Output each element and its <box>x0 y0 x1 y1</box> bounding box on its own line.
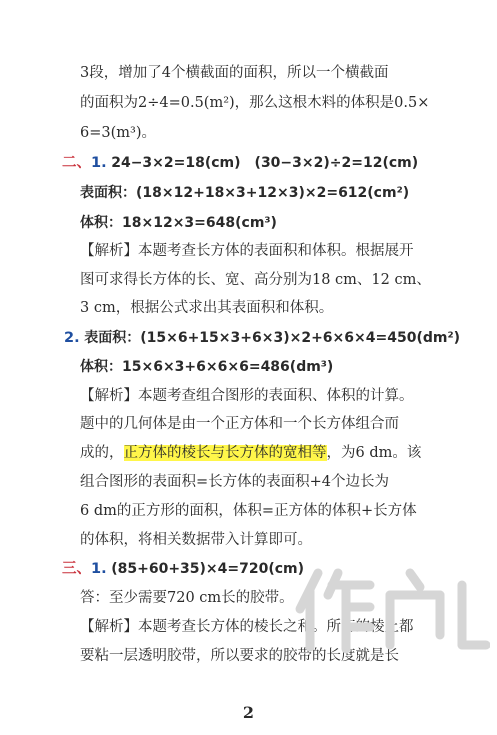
highlighted-text: 正方体的棱长与长方体的宽相等 <box>123 445 327 461</box>
text-line: 的面积为2÷4=0.5(m²)，那么这根木料的体积是0.5× <box>80 95 430 111</box>
explanation-line: 题中的几何体是由一个正方体和一个长方体组合而 <box>80 416 399 432</box>
text-span: ，为6 dm。该 <box>326 445 422 461</box>
question-number: 2. <box>64 330 80 346</box>
question-number: 1. <box>91 155 107 171</box>
explanation-line <box>80 443 421 463</box>
explanation-line: 【解析】本题考查长方体的表面积和体积。根据展开 <box>80 243 414 259</box>
section-marker: 二、 <box>62 155 91 171</box>
page-number: 2 <box>242 703 255 722</box>
explanation-line: 3 cm，根据公式求出其表面积和体积。 <box>80 300 334 316</box>
answer-line: 体积：15×6×3+6×6×6=486(dm³) <box>80 359 334 375</box>
section-marker: 三、 <box>62 561 91 577</box>
zuoye-watermark-icon <box>290 565 490 655</box>
question-number: 1. <box>91 561 107 577</box>
answer-line: 答：至少需要720 cm长的胶带。 <box>80 590 294 606</box>
answer-line: 体积：18×12×3=648(cm³) <box>80 215 277 231</box>
explanation-line: 【解析】本题考查长方体的棱长之和。所有的棱上都 <box>80 619 414 635</box>
section-2-q1 <box>62 153 418 173</box>
explanation-line: 6 dm的正方形的面积，体积=正方体的体积+长方体 <box>80 503 417 519</box>
text-line: 3段，增加了4个横截面的面积，所以一个横截面 <box>80 65 389 81</box>
text-span: 成的， <box>80 445 124 461</box>
answer-text: (85+60+35)×4=720(cm) <box>111 561 305 577</box>
explanation-line: 【解析】本题考查组合图形的表面积、体积的计算。 <box>80 388 414 404</box>
explanation-line: 组合图形的表面积=长方体的表面积+4个边长为 <box>80 474 390 490</box>
answer-text: 24−3×2=18(cm) (30−3×2)÷2=12(cm) <box>111 155 419 171</box>
section-3-q1 <box>62 559 304 579</box>
section-2-q2 <box>64 328 460 348</box>
answer-line: 表面积：(18×12+18×3+12×3)×2=612(cm²) <box>80 185 410 201</box>
answer-text: 表面积：(15×6+15×3+6×3)×2+6×6×4=450(dm²) <box>84 330 460 346</box>
explanation-line: 的体积，将相关数据带入计算即可。 <box>80 532 312 548</box>
explanation-line: 要粘一层透明胶带，所以要求的胶带的长度就是长 <box>80 648 399 664</box>
explanation-line: 图可求得长方体的长、宽、高分别为18 cm、12 cm、 <box>80 272 431 288</box>
text-line: 6=3(m³)。 <box>80 125 156 141</box>
